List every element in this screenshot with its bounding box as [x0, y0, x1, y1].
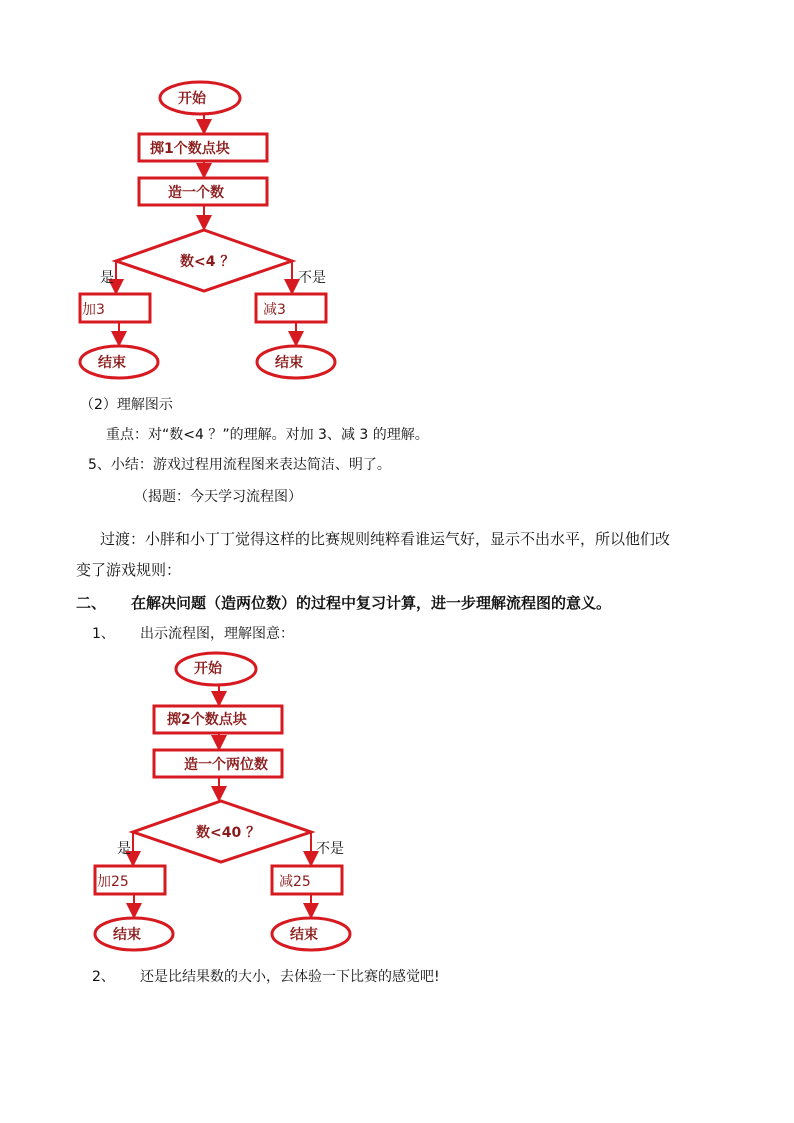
summary-line: 5、小结：游戏过程用流程图来表达简洁、明了。 — [88, 457, 391, 473]
fc2-step2-label: 造一个两位数 — [184, 757, 268, 773]
fc1-no-label: 不是 — [298, 270, 326, 286]
fc1-end-left-label: 结束 — [98, 355, 126, 371]
fc2-no-action-label: 减25 — [279, 874, 311, 890]
fc1-start-label: 开始 — [178, 91, 206, 107]
fc2-step1-label: 掷2个数点块 — [167, 712, 247, 728]
fc1-no-action-label: 减3 — [263, 302, 286, 318]
item-2-heading: （2）理解图示 — [80, 397, 173, 413]
fc2-yes-action-label: 加25 — [97, 874, 129, 890]
fc1-step1-label: 掷1个数点块 — [150, 141, 230, 157]
keypoint-line: 重点：对“数<4 ？”的理解。对加 3、减 3 的理解。 — [106, 427, 429, 443]
fc1-yes-label: 是 — [100, 270, 114, 286]
fc2-end-right-label: 结束 — [290, 927, 318, 943]
fc1-decision-label: 数<4 ？ — [180, 254, 235, 270]
fc2-start-label: 开始 — [194, 661, 222, 677]
step-1-text: 出示流程图，理解图意： — [140, 626, 294, 642]
section-2-number: 二、 — [76, 594, 107, 612]
fc2-end-left-label: 结束 — [113, 927, 141, 943]
fc2-yes-label: 是 — [117, 841, 131, 857]
fc1-step2-label: 造一个数 — [168, 185, 224, 201]
transition-line-1: 过渡：小胖和小丁丁觉得这样的比赛规则纯粹看谁运气好，显示不出水平，所以他们改 — [100, 530, 671, 548]
fc2-decision-label: 数<40 ？ — [196, 825, 261, 841]
step-1-number: 1、 — [92, 626, 115, 642]
step-2-text: 还是比结果数的大小，去体验一下比赛的感觉吧! — [140, 969, 440, 985]
fc1-yes-action-label: 加3 — [82, 302, 105, 318]
fc1-end-right-label: 结束 — [275, 355, 303, 371]
step-2-number: 2、 — [92, 969, 115, 985]
fc2-no-label: 不是 — [316, 841, 344, 857]
topic-line: （揭题：今天学习流程图） — [134, 489, 302, 505]
section-2-title: 在解决问题（造两位数）的过程中复习计算，进一步理解流程图的意义。 — [131, 594, 612, 612]
transition-line-2: 变了游戏规则： — [76, 561, 182, 579]
